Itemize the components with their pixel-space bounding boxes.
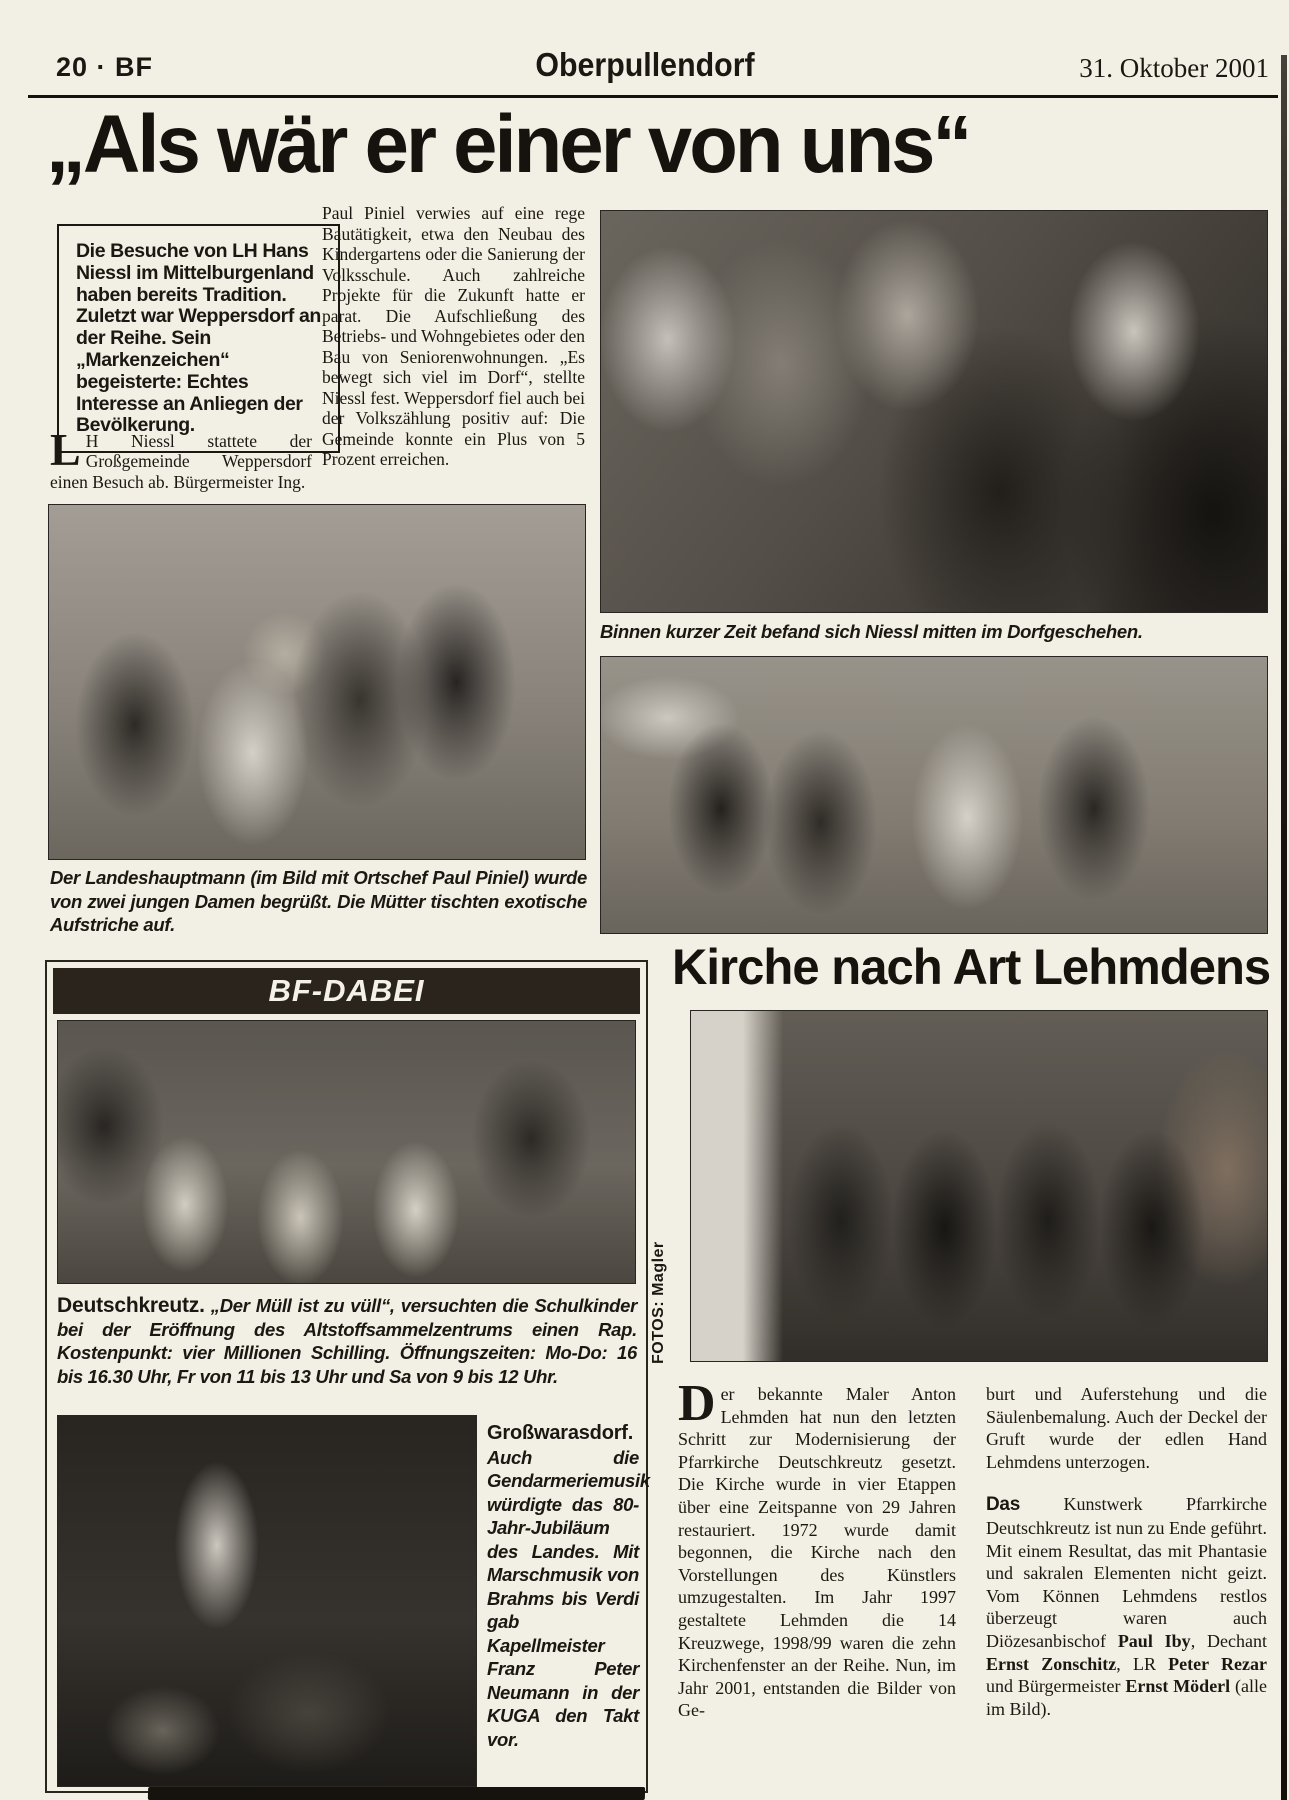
caption-deutschkreutz-text: „Der Müll ist zu vüll“, versuchten die Schulkinder bei der Eröffnung des Altstoffsammelzentrums einen Rap. Kostenpunkt: vier Millionen Schilling. Öffnungszeiten: Mo-Do: 16 bis 16.30 Uhr, Fr von 11 bis 13 Uhr und Sa von 9 bis 12 Uhr.	[57, 1295, 637, 1387]
church-article-headline: Kirche nach Art Lehmdens	[672, 939, 1271, 995]
para2-seg-3: , Dechant	[1190, 1630, 1267, 1651]
name-ernst-moederl: Ernst Möderl	[1125, 1676, 1231, 1697]
photo-niessl-handshake	[600, 210, 1268, 613]
caption-deutschkreutz	[57, 1294, 637, 1388]
para2-seg-1: Kunstwerk Pfarrkirche Deutschkreutz ist nun zu Ende geführt. Mit einem Resultat, das mit Phantasie und sakralen Elementen nicht geizt. Vom Können Lehmdens restlos überzeugt waren auch Diözesanbischof	[986, 1494, 1267, 1651]
caption-handshake-photo: Binnen kurzer Zeit befand sich Niessl mitten im Dorfgeschehen.	[600, 621, 1143, 642]
photo-credit: FOTOS: Magler	[650, 1241, 667, 1364]
caption-deutschkreutz-location: Deutschkreutz.	[57, 1294, 205, 1317]
caption-grosswarasdorf-text: Auch die Gendarmeriemusik würdigte das 80-Jahr-Jubiläum des Landes. Mit Marschmusik von Brahms bis Verdi gab Kapellmeister Franz Peter Neumann in der KUGA den Takt vor.	[487, 1446, 650, 1750]
church-article-paragraph-2	[986, 1493, 1267, 1720]
scan-edge-right	[1281, 55, 1287, 1800]
name-peter-rezar: Peter Rezar	[1168, 1653, 1267, 1674]
para2-seg-7: und Bürgermeister	[986, 1676, 1126, 1697]
issue-date: 31. Oktober 2001	[1079, 53, 1269, 83]
article-intro-box	[57, 224, 340, 453]
church-article-column-1-text: er bekannte Maler Anton Lehmden hat nun den letzten Schritt zur Modernisierung der Pfarrkirche Deutschkreutz gesetzt. Die Kirche wurde in vier Etappen über eine Zeitspanne von 29 Jahren restauriert. 1972 wurde damit begonnen, die Kirche nach den Vorstellungen des Künstlers umzugestalten. Im Jahr 1997 gestaltete Lehmden die 14 Kreuzwege, 1998/99 waren die zehn Kirchenfenster an der Reihe. Nun, im Jahr 2001, entstanden die Bilder von Ge-	[678, 1384, 956, 1721]
lead-word: Das	[986, 1494, 1020, 1516]
para2-seg-9: (alle im Bild).	[986, 1676, 1268, 1719]
photo-schoolchildren	[57, 1020, 636, 1284]
bf-dabei-banner	[53, 968, 640, 1014]
article-intro-text: Die Besuche von LH Hans Niessl im Mittelburgenland haben bereits Tradition. Zuletzt war Weppersdorf an der Reihe. Sein „Markenzeichen“ begeisterte: Echtes Interesse an Anliegen der Bevölkerung.	[76, 240, 321, 437]
article-column-1-text: H Niessl stattete der Großgemeinde Weppersdorf einen Besuch ab. Bürgermeister Ing.	[50, 431, 312, 492]
photo-market-scene	[600, 656, 1268, 934]
name-paul-iby: Paul Iby	[1117, 1630, 1191, 1651]
dropcap-L: L	[50, 424, 81, 475]
article-column-2	[322, 203, 585, 470]
church-article-paragraph-1: burt und Auferstehung und die Säulenbemalung. Auch der Deckel der Gruft wurde der edlen Hand Lehmdens unterzogen.	[986, 1384, 1267, 1472]
page-number: 20 · BF	[56, 52, 154, 82]
caption-grosswarasdorf-location: Großwarasdorf.	[487, 1422, 634, 1444]
name-ernst-zonschitz: Ernst Zonschitz	[986, 1653, 1117, 1674]
photo-church-dignitaries	[690, 1010, 1268, 1362]
dropcap-D: D	[678, 1375, 716, 1432]
church-article-column-1	[678, 1375, 956, 1722]
article-column-1	[50, 424, 312, 492]
caption-grosswarasdorf	[487, 1421, 650, 1751]
church-article-column-2	[986, 1383, 1267, 1740]
para2-seg-5: , LR	[1116, 1653, 1169, 1674]
section-title: Oberpullendorf	[534, 46, 755, 83]
caption-group-photo: Der Landeshauptmann (im Bild mit Ortschef Paul Piniel) wurde von zwei jungen Damen begrüßt. Die Mütter tischten exotische Aufstriche auf.	[50, 867, 587, 935]
scan-edge-bottom	[148, 1787, 645, 1800]
article-column-2-text: Paul Piniel verwies auf eine rege Bautätigkeit, etwa den Neubau des Kindergartens oder die Sanierung der Volksschule. Auch zahlreiche Projekte für die Zukunft hatte er parat. Die Aufschließung des Betriebs- und Wohngebietes oder den Bau von Seniorenwohnungen. „Es bewegt sich viel im Dorf“, stellte Niessl fest. Weppersdorf fiel auch bei der Volkszählung positiv auf: Die Gemeinde konnte ein Plus von 5 Prozent erreichen.	[322, 203, 585, 469]
main-headline: „Als wär er einer von uns“	[46, 99, 970, 190]
photo-landeshauptmann-group	[48, 504, 586, 860]
bf-dabei-banner-label: BF-DABEI	[268, 973, 425, 1008]
photo-gendarmerie-band	[57, 1415, 477, 1787]
